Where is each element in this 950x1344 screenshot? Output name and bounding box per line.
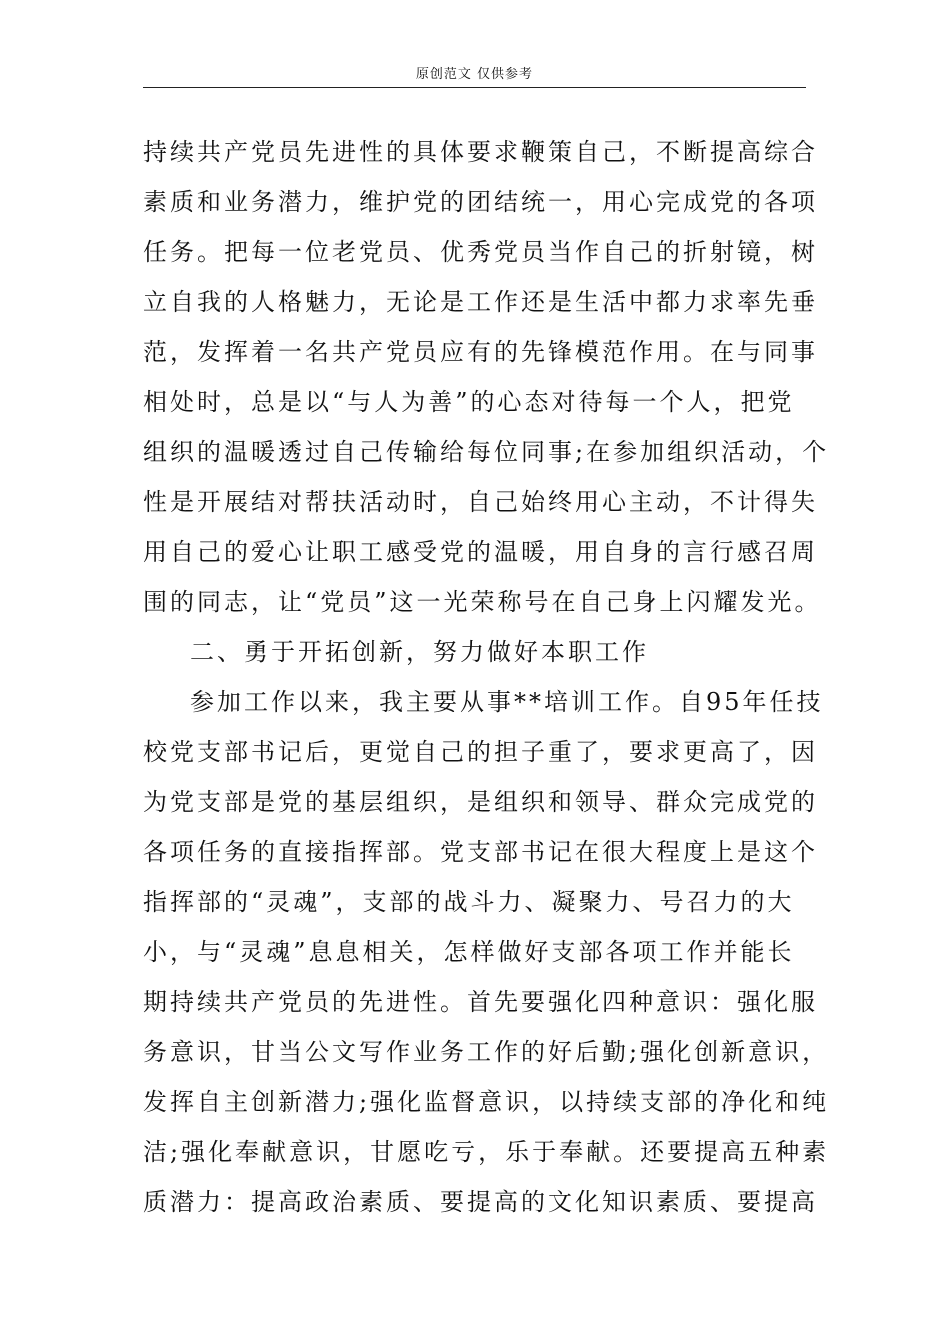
section-heading: 二、勇于开拓创新，努力做好本职工作 xyxy=(190,638,649,666)
document-body xyxy=(143,127,830,1227)
text-line: 围的同志，让“党员”这一光荣称号在自己身上闪耀发光。 xyxy=(143,588,822,616)
text-line: 立自我的人格魅力，无论是工作还是生活中都力求率先垂 xyxy=(143,288,818,316)
text-line: 性是开展结对帮扶活动时，自己始终用心主动，不计得失 xyxy=(143,488,818,516)
text-line: 发挥自主创新潜力;强化监督意识，以持续支部的净化和纯 xyxy=(143,1088,830,1116)
text-line: 素质和业务潜力，维护党的团结统一，用心完成党的各项 xyxy=(143,188,818,216)
text-line: 范，发挥着一名共产党员应有的先锋模范作用。在与同事 xyxy=(143,338,818,366)
text-line: 持续共产党员先进性的具体要求鞭策自己，不断提高综合 xyxy=(143,138,818,166)
text-line: 校党支部书记后，更觉自己的担子重了，要求更高了，因 xyxy=(143,738,818,766)
text-line: 用自己的爱心让职工感受党的温暖，用自身的言行感召周 xyxy=(143,538,818,566)
text-line: 参加工作以来，我主要从事**培训工作。自95年任技 xyxy=(190,688,824,716)
text-line: 组织的温暖透过自己传输给每位同事;在参加组织活动，个 xyxy=(143,438,830,466)
text-line: 期持续共产党员的先进性。首先要强化四种意识：强化服 xyxy=(143,988,818,1016)
text-line: 务意识，甘当公文写作业务工作的好后勤;强化创新意识， xyxy=(143,1038,830,1066)
text-line: 相处时，总是以“与人为善”的心态对待每一个人，把党 xyxy=(143,388,795,416)
header-text: 原创范文 仅供参考 xyxy=(415,67,534,82)
page-header xyxy=(143,62,806,88)
text-line: 为党支部是党的基层组织，是组织和领导、群众完成党的 xyxy=(143,788,818,816)
text-line: 洁;强化奉献意识，甘愿吃亏，乐于奉献。还要提高五种素 xyxy=(143,1138,830,1166)
text-line: 任务。把每一位老党员、优秀党员当作自己的折射镜，树 xyxy=(143,238,818,266)
text-line: 质潜力：提高政治素质、要提高的文化知识素质、要提高 xyxy=(143,1188,818,1216)
text-line: 小，与“灵魂”息息相关，怎样做好支部各项工作并能长 xyxy=(143,938,795,966)
text-line: 各项任务的直接指挥部。党支部书记在很大程度上是这个 xyxy=(143,838,818,866)
text-line: 指挥部的“灵魂”，支部的战斗力、凝聚力、号召力的大 xyxy=(143,888,795,916)
